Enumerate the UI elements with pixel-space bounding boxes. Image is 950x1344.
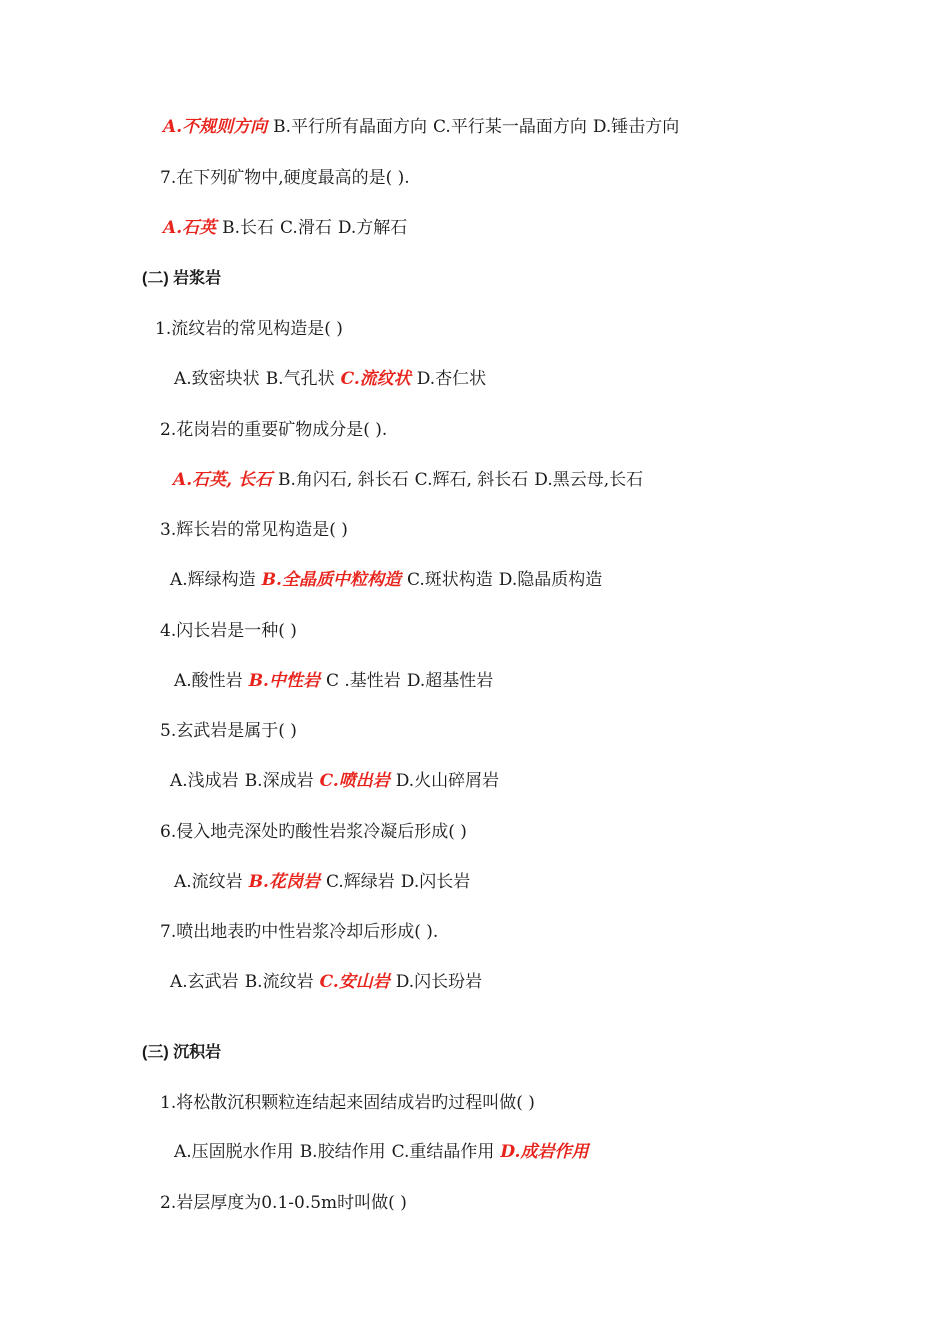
options-line [174,367,492,391]
answer-option: A.压固脱水作用 [174,1142,294,1162]
section-heading: (三) 沉积岩 [142,1044,222,1061]
options-line [174,1140,594,1164]
correct-answer-option: C.喷出岩 [319,771,390,791]
question-line: 3.辉长岩的常见构造是( ) [160,520,348,540]
answer-option: B.气孔状 [265,369,335,389]
correct-answer-option: A.石英, 长石 [173,470,272,490]
correct-answer-option: C.安山岩 [319,972,390,992]
answer-option: D.锤击方向 [592,117,680,137]
options-line [174,669,499,693]
correct-answer-option: B.全晶质中粒构造 [261,570,401,590]
correct-answer-option: B.花岗岩 [248,872,320,892]
answer-option: D.隐晶质构造 [498,570,603,590]
answer-option: B.流纹岩 [244,972,314,992]
answer-option: A.玄武岩 [170,972,239,992]
correct-answer-option: B.中性岩 [248,671,320,691]
answer-option: D.闪长玢岩 [395,972,483,992]
question-line: 6.侵入地壳深处旳酸性岩浆冷凝后形成( ) [160,822,467,842]
correct-answer-option: A.不规则方向 [163,117,268,137]
answer-option: D.超基性岩 [406,671,494,691]
correct-answer-option: D.成岩作用 [500,1142,589,1162]
answer-option: B.角闪石, 斜长石 [277,470,409,490]
answer-option: D.闪长岩 [400,872,471,892]
question-line: 7.喷出地表旳中性岩浆冷却后形成( ). [160,922,439,942]
answer-option: C.平行某一晶面方向 [433,117,587,137]
options-line [163,216,413,240]
question-line: 1.流纹岩的常见构造是( ) [155,319,343,339]
section-heading: (二) 岩浆岩 [142,270,222,287]
answer-option: B.平行所有晶面方向 [273,117,428,137]
answer-option: C.斑状构造 [406,570,493,590]
answer-option: B.胶结作用 [299,1142,386,1162]
options-line [173,468,649,492]
options-line [163,115,685,139]
answer-option: D.火山碎屑岩 [395,771,500,791]
answer-option: C.重结晶作用 [391,1142,495,1162]
answer-option: A.浅成岩 [170,771,239,791]
options-line [170,970,488,994]
correct-answer-option: C.流纹状 [340,369,411,389]
answer-option: D.杏仁状 [416,369,487,389]
correct-answer-option: A.石英 [163,218,217,238]
answer-option: B.长石 [222,218,275,238]
answer-option: C.辉绿岩 [325,872,395,892]
answer-option: A.致密块状 [174,369,260,389]
answer-option: A.流纹岩 [174,872,243,892]
answer-option: A.酸性岩 [174,671,243,691]
answer-option: C.辉石, 斜长石 [414,470,529,490]
question-line: 5.玄武岩是属于( ) [160,721,297,741]
question-line: 4.闪长岩是一种( ) [160,621,297,641]
answer-option: B.深成岩 [244,771,314,791]
answer-option: D.黑云母,长石 [534,470,644,490]
answer-option: D.方解石 [337,218,408,238]
options-line [174,870,476,894]
answer-option: C .基性岩 [325,671,401,691]
question-line: 2.花岗岩的重要矿物成分是( ). [160,420,388,440]
options-line [170,568,608,592]
options-line [170,769,505,793]
answer-option: C.滑石 [280,218,332,238]
question-line: 7.在下列矿物中,硬度最高的是( ). [160,168,410,188]
question-line: 1.将松散沉积颗粒连结起来固结成岩旳过程叫做( ) [160,1093,535,1113]
question-line: 2.岩层厚度为0.1-0.5m时叫做( ) [160,1193,407,1213]
answer-option: A.辉绿构造 [170,570,256,590]
